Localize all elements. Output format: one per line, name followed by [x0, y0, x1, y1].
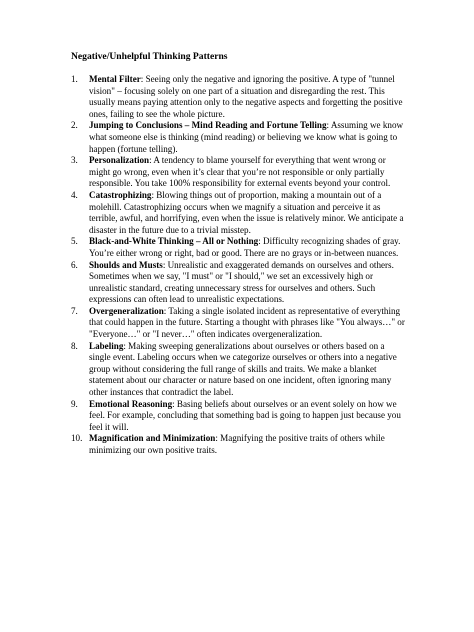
list-item-term: Shoulds and Musts [89, 259, 163, 270]
list-item-term: Jumping to Conclusions – Mind Reading and Fortune Telling [89, 120, 327, 131]
thinking-patterns-list [71, 74, 405, 457]
list-item-description: : Taking a single isolated incident as representative of everything that could happen in the future. Starting a thought with phrases like "You always…" or "Everyone…" or "I never…" often indicates overgeneralization. [89, 305, 405, 340]
list-item-term: Mental Filter [89, 74, 141, 84]
list-item-term: Catastrophizing [89, 189, 152, 200]
list-item-description: : Difficulty recognizing shades of gray. You’re either wrong or right, bad or good. There are no grays or in-between nuances. [89, 236, 401, 258]
document-title: Negative/Unhelpful Thinking Patterns [71, 51, 228, 62]
list-item-term: Overgeneralization [89, 305, 164, 316]
list-item-description: : Seeing only the negative and ignoring the positive. A type of "tunnel vision" – focusing solely on one part of a situation and disregarding the rest. This usually means paying attention only to the negative aspects and forgetting the positive ones, failing to see the whole picture. [89, 74, 403, 119]
list-item-black-and-white-thinking [71, 236, 405, 259]
list-item-mental-filter [71, 74, 405, 120]
list-item-description: : Basing beliefs about ourselves or an event solely on how we feel. For example, concluding that something bad is going to happen just because you feel it will. [89, 398, 401, 432]
list-item-catastrophizing [71, 190, 405, 236]
list-item-description: : A tendency to blame yourself for everything that went wrong or might go wrong, even when it’s clear that you’re not responsible or only partially responsible. You take 100% responsibility for external events beyond your control. [89, 155, 391, 189]
list-item-number: 1. [71, 74, 78, 84]
list-item-term: Labeling [89, 340, 124, 351]
list-item-description: : Making sweeping generalizations about ourselves or others based on a single event. Labeling occurs when we categorize ourselves or others into a negative group without considering the full range of skills and traits. We make a blanket statement about our character or nature based on one incident, often ignoring many other instances that contradict the label. [89, 340, 397, 398]
list-item-number: 5. [71, 236, 78, 247]
list-item-personalization [71, 155, 405, 190]
list-item-term: Emotional Reasoning [89, 398, 173, 409]
list-item-shoulds-and-musts [71, 260, 405, 306]
list-item-description: : Unrealistic and exaggerated demands on ourselves and others. Sometimes when we say, "I must" or "I should," we set an excessively high or unrealistic standard, creating unnecessary stress for ourselves and others. Such expressions can often lead to unrealistic expectations. [89, 259, 394, 305]
list-item-number: 7. [71, 305, 78, 316]
list-item-number: 4. [71, 189, 78, 200]
list-item-magnification-and-minimization [71, 433, 405, 456]
list-item-number: 2. [71, 120, 78, 131]
list-item-term: Personalization [89, 155, 150, 166]
list-item-number: 3. [71, 155, 78, 166]
list-item-number: 6. [71, 259, 78, 270]
list-item-emotional-reasoning [71, 399, 405, 434]
list-item-term: Black-and-White Thinking – All or Nothing [89, 236, 259, 247]
list-item-number: 8. [71, 340, 78, 351]
list-item-description: : Magnifying the positive traits of others while minimizing our own positive traits. [89, 433, 385, 455]
list-item-number: 10. [71, 433, 83, 444]
list-item-description: : Blowing things out of proportion, making a mountain out of a molehill. Catastrophizing occurs when we magnify a situation and perceive it as terrible, awful, and horrifying, even when the issue is relatively minor. We anticipate a disaster in the future due to a trivial misstep. [89, 189, 404, 235]
list-item-description: : Assuming we know what someone else is thinking (mind reading) or believing we know what is going to happen (fortune telling). [89, 120, 404, 154]
list-item-labeling [71, 341, 405, 399]
list-item-number: 9. [71, 398, 78, 409]
list-item-overgeneralization [71, 306, 405, 341]
list-item-jumping-to-conclusions [71, 120, 405, 155]
list-item-term: Magnification and Minimization [89, 433, 216, 444]
